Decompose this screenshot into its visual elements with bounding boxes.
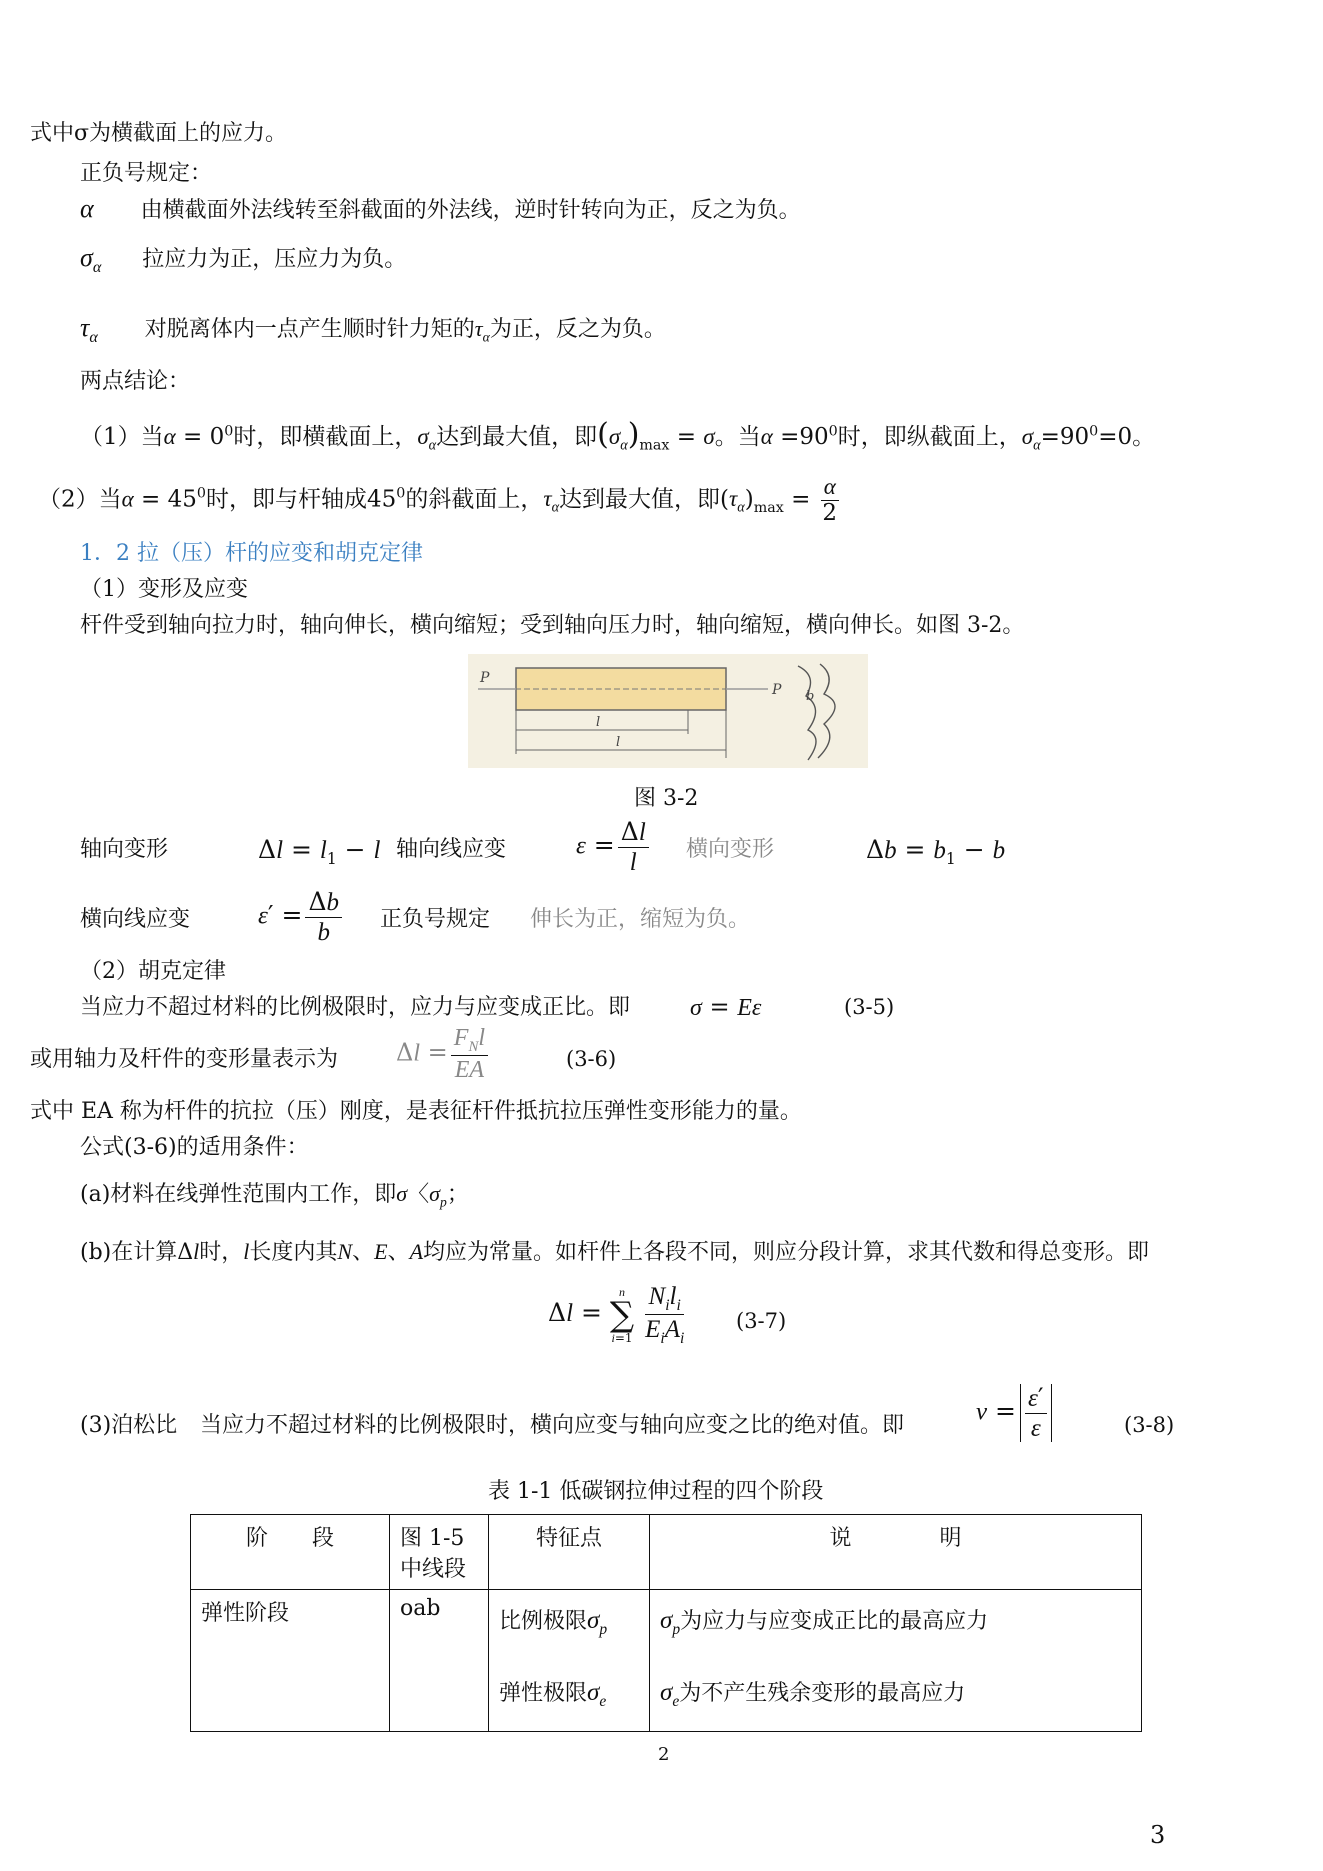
cell-segment: oab <box>390 1590 489 1732</box>
hooke-text: 当应力不超过材料的比例极限时，应力与应变成正比。即 <box>80 995 631 1020</box>
axial-deformation-formula: $\Delta l = l_1 - l$ <box>258 835 381 868</box>
poisson-label: (3)泊松比 <box>80 1413 178 1438</box>
sigma-line: $\sigma_\alpha$ 拉应力为正，压应力为负。 <box>80 243 407 277</box>
axial-force-formula: Δl = $\frac{F_Nl}{EA}$ <box>396 1024 491 1084</box>
tau-rule-b: 为正，反之为负。 <box>489 317 666 342</box>
sign-rule2-value: 伸长为正，缩短为负。 <box>530 907 751 932</box>
feature-proportional: 比例极限$\sigma_p$ <box>499 1607 608 1638</box>
ea-text: 式中 EA 称为杆件的抗拉（压）刚度，是表征杆件抵抗拉压弹性变形能力的量。 <box>30 1099 802 1124</box>
c1-e: 时，即纵截面上， <box>837 424 1022 450</box>
desc-proportional: $\sigma_p$为应力与应变成正比的最高应力 <box>660 1607 989 1638</box>
svg-text:b: b <box>806 689 815 704</box>
axial-strain-formula: ε = $\frac{\Delta l}{l}$ <box>576 818 652 876</box>
axial-force-text: 或用轴力及杆件的变形量表示为 <box>30 1047 339 1072</box>
c2-d: 达到最大值，即 <box>559 486 721 513</box>
svg-text:P: P <box>772 682 782 698</box>
cond-b: (b)在计算Δl时，l长度内其N、E、A均应为常量。如杆件上各段不同，则应分段计算，求其代数和得总变形。即 <box>80 1239 1150 1265</box>
axial-deformation-label: 轴向变形 <box>80 837 169 862</box>
bar-diagram <box>468 654 868 768</box>
section-title-1-2: 1．2 拉（压）杆的应变和胡克定律 <box>80 541 423 566</box>
feature-proportional-text: 比例极限 <box>499 1609 588 1634</box>
svg-text:l: l <box>616 735 621 750</box>
cond-b-d: 均应为常量。如杆件上各段不同，则应分段计算，求其代数和得总变形。即 <box>423 1240 1150 1265</box>
trans-deformation-label: 横向变形 <box>686 837 775 862</box>
svg-text:P: P <box>480 670 490 686</box>
table-header-row <box>191 1515 1142 1590</box>
header-feature: 特征点 <box>489 1515 650 1590</box>
c1-d: 。当 <box>714 424 761 450</box>
feature-elastic-text: 弹性极限 <box>499 1680 588 1706</box>
c1-a: （1）当 <box>80 424 164 450</box>
sign-rule2-label: 正负号规定 <box>380 907 491 932</box>
cond-b-c: 长度内其 <box>249 1240 338 1265</box>
c1-f: =90 <box>1040 424 1090 450</box>
trans-deformation-formula: $\Delta b = b_1 - b$ <box>866 835 1006 868</box>
sigma-rule: 拉应力为正，压应力为负。 <box>142 247 407 272</box>
eq-3-6: (3-6) <box>566 1047 617 1071</box>
cond-b-a: (b)在计算 <box>80 1240 178 1265</box>
sign-title: 正负号规定： <box>80 161 213 186</box>
figure-caption: 图 3-2 <box>634 786 699 811</box>
figure-3-2 <box>468 654 868 768</box>
para-deformation: 杆件受到轴向拉力时，轴向伸长，横向缩短；受到轴向压力时，轴向缩短，横向伸长。如图 3-2。 <box>80 613 1025 638</box>
conclusion-2: （2）当$\alpha = 45^0$时，即与杆轴成$45^0$的斜截面上，$\tau_\alpha$达到最大值，即$(\tau_\alpha)_{max}$ = $\frac{\alpha}{2}$ <box>38 474 838 527</box>
tau-rule-a: 对脱离体内一点产生顺时针力矩的 <box>144 317 475 342</box>
cond-a: (a)材料在线弹性范围内工作，即σ〈$\sigma_p$； <box>80 1181 469 1210</box>
poisson-formula: ν = $\frac{\varepsilon'}{\varepsilon}$ <box>976 1384 1052 1442</box>
trans-strain-label: 横向线应变 <box>80 907 191 932</box>
c2-b: 时，即与杆轴成45 <box>205 486 397 513</box>
hooke-formula: σ = Eε <box>690 993 762 1021</box>
page-number: 2 <box>658 1744 670 1765</box>
header-segment: 图 1-5 中线段 <box>390 1515 489 1590</box>
feature-elastic: 弹性极限$\sigma_e$ <box>499 1678 607 1710</box>
table-row <box>191 1590 1142 1732</box>
header-description: 说 明 <box>650 1515 1142 1590</box>
cell-feature <box>489 1590 650 1732</box>
sum-formula: Δl = n ∑ i=1 $\frac{N_il_i}{E_iA_i}$ <box>548 1283 685 1348</box>
desc-proportional-text: 为应力与应变成正比的最高应力 <box>680 1609 989 1634</box>
cond-a-text: (a)材料在线弹性范围内工作，即 <box>80 1182 397 1207</box>
c1-g: =0。 <box>1098 424 1156 450</box>
axial-strain-label: 轴向线应变 <box>396 837 507 862</box>
subsection-deformation: （1）变形及应变 <box>80 577 248 602</box>
eq-3-5: (3-5) <box>844 995 895 1019</box>
tau-line: $\tau_\alpha$ 对脱离体内一点产生顺时针力矩的$\tau_\alpha$为正，反之为负。 <box>80 313 666 347</box>
stages-table <box>190 1514 1142 1732</box>
cond-b-b: 时， <box>199 1240 244 1265</box>
svg-text:l: l <box>596 715 601 730</box>
header-stage: 阶 段 <box>191 1515 390 1590</box>
c1-b: 时，即横截面上， <box>233 424 418 450</box>
cell-stage: 弹性阶段 <box>191 1590 390 1732</box>
subsection-hooke: （2）胡克定律 <box>80 959 226 984</box>
conclusion-1: （1）当$\alpha = 0^0$时，即横截面上，$\sigma_\alpha$达到最大值，即$(\sigma_\alpha)_{max} = \sigma$。当$\alpha =90^0$时，即纵截面上，$\sigma_\alpha=90^0=0$。 <box>80 417 1156 454</box>
c2-a: （2）当 <box>38 486 122 513</box>
cond-title: 公式(3-6)的适用条件： <box>80 1135 309 1160</box>
c1-c: 达到最大值，即 <box>436 424 598 450</box>
desc-elastic-text: 为不产生残余变形的最高应力 <box>679 1680 966 1706</box>
table-caption: 表 1-1 低碳钢拉伸过程的四个阶段 <box>488 1479 824 1504</box>
eq-3-7: (3-7) <box>736 1309 787 1333</box>
alpha-over-2: $\frac{\alpha}{2}$ <box>822 474 838 527</box>
page-number-corner: 3 <box>1150 1821 1166 1849</box>
poisson-text: 当应力不超过材料的比例极限时，横向应变与轴向应变之比的绝对值。即 <box>200 1413 905 1438</box>
alpha-rule: 由横截面外法线转至斜截面的外法线，逆时针转向为正，反之为负。 <box>140 198 801 223</box>
alpha-line: α 由横截面外法线转至斜截面的外法线，逆时针转向为正，反之为负。 <box>80 194 801 223</box>
cell-description <box>650 1590 1142 1732</box>
c2-c: 的斜截面上， <box>405 486 544 513</box>
desc-elastic: $\sigma_e$为不产生残余变形的最高应力 <box>660 1678 966 1710</box>
eq-3-8: (3-8) <box>1124 1413 1175 1437</box>
line-stress: 式中σ为横截面上的应力。 <box>30 121 288 146</box>
conclusion-title: 两点结论： <box>80 369 191 394</box>
trans-strain-formula: ε′ = $\frac{\Delta b}{b}$ <box>258 888 345 946</box>
